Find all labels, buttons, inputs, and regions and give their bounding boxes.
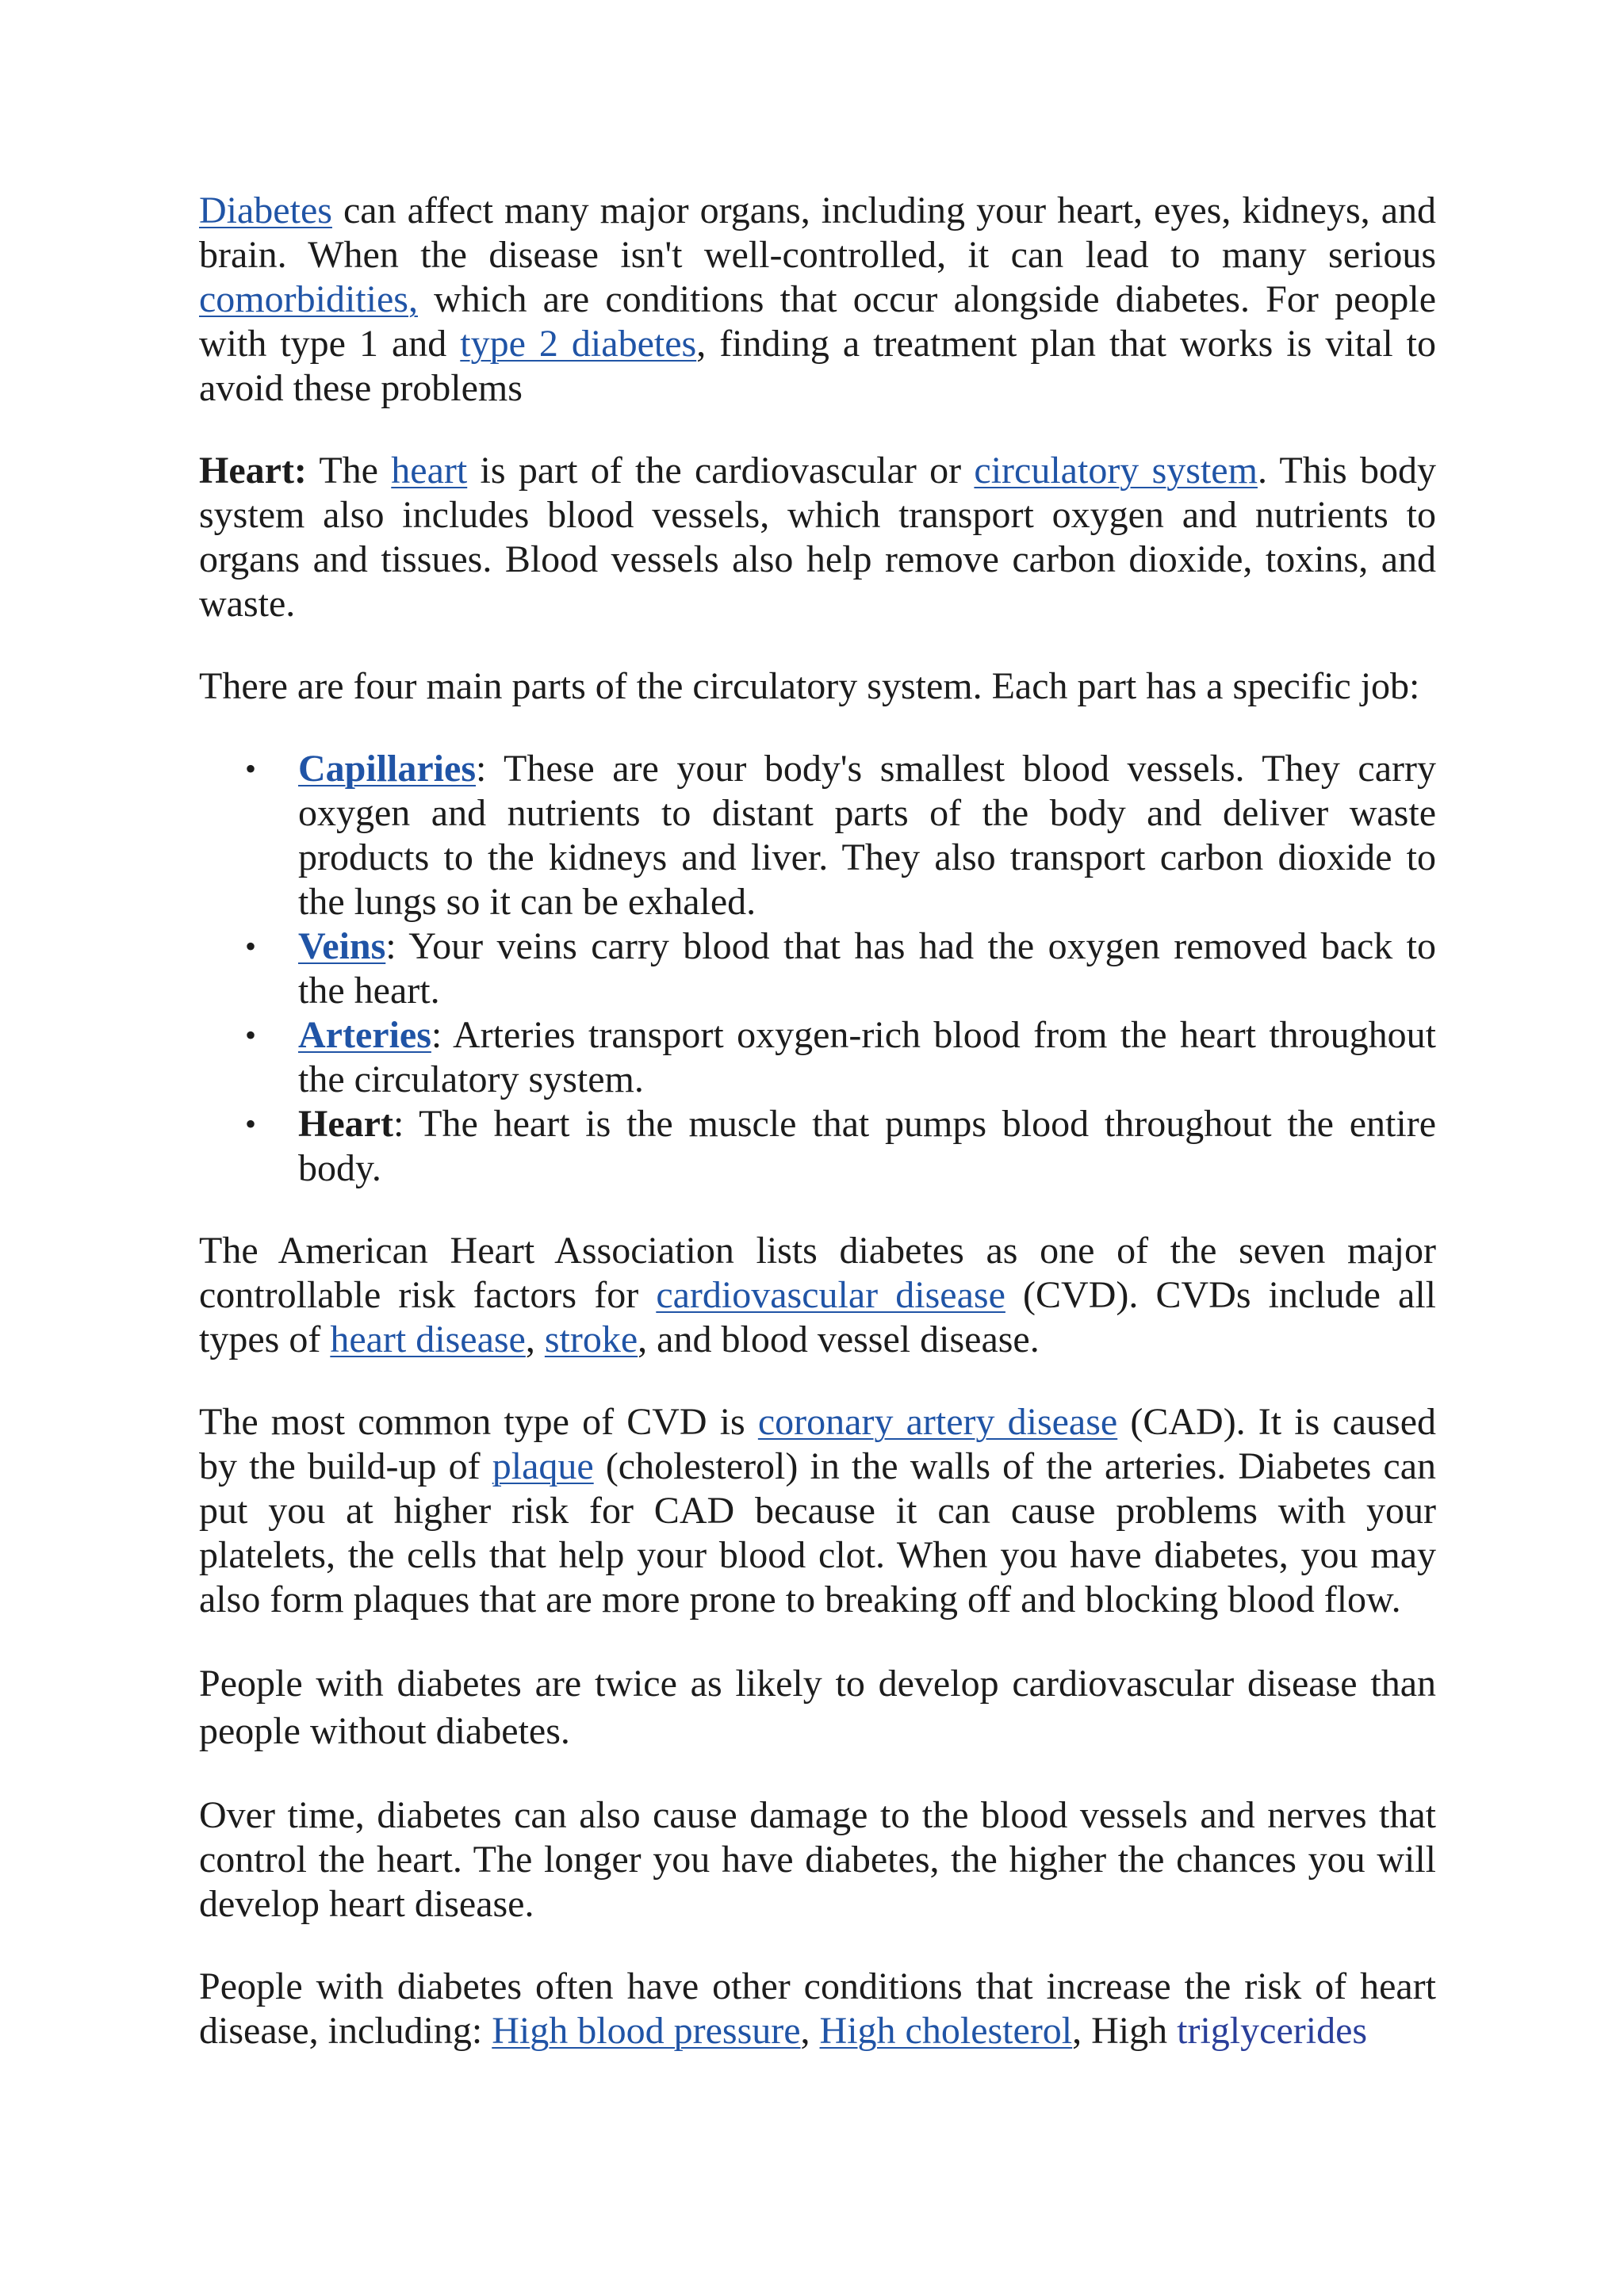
paragraph-other-conditions (199, 1965, 1436, 2053)
text: (CVD). CVDs include all types of (199, 1274, 1437, 1360)
text: People with diabetes often have other conditions that increase the risk of heart disease, including: (199, 1965, 1436, 2052)
link-heart-disease[interactable]: heart disease (330, 1318, 526, 1360)
link-arteries[interactable] (298, 1014, 431, 1056)
link-plaque[interactable]: plaque (492, 1445, 594, 1487)
list-item (199, 1102, 1436, 1191)
document-page (199, 189, 1436, 2091)
text: , (800, 2010, 820, 2052)
text: can affect many major organs, including your heart, eyes, kidneys, and brain. When the disease isn't well-controlled, it can lead to many serious (199, 189, 1436, 276)
link-coronary-artery-disease[interactable]: coronary artery disease (757, 1401, 1118, 1443)
text: , and blood vessel disease. (638, 1318, 1040, 1360)
text: : These are your body's smallest blood vessels. They carry oxygen and nutrients to distant parts of the body and deliver waste products to the kidneys and liver. They also transport carbon dioxide to the lungs so it can be exhaled. (298, 748, 1436, 923)
link-cardiovascular-disease[interactable]: cardiovascular disease (656, 1274, 1005, 1316)
text: The American Heart Association lists diabetes as one of the seven major controllable risk factors for (199, 1230, 1436, 1316)
paragraph-heart (199, 449, 1436, 626)
bullet: • (245, 1106, 257, 1142)
text: (cholesterol) in the walls of the arteries. Diabetes can put you at higher risk for CAD because it can cause problems with your platelets, the cells that help your blood clot. When you have diabetes, you may also form plaques that are more prone to breaking off and blocking blood flow. (199, 1445, 1437, 1621)
link-circulatory-system[interactable]: circulatory system (974, 450, 1258, 492)
link-type-2-diabetes[interactable]: type 2 diabetes (460, 323, 697, 365)
link-capillaries[interactable] (298, 748, 476, 790)
text: which are conditions that occur alongside diabetes. For people with type 1 and (199, 278, 1436, 365)
term: Capillaries (298, 748, 476, 790)
paragraph-cad (199, 1400, 1436, 1622)
list-item (199, 924, 1436, 1013)
paragraph-four-parts: There are four main parts of the circulatory system. Each part has a specific job: (199, 665, 1420, 707)
text: The (306, 450, 392, 492)
list-item (199, 747, 1436, 924)
paragraph-aha (199, 1229, 1436, 1362)
bullet: • (245, 1017, 257, 1053)
link-stroke[interactable]: stroke (544, 1318, 638, 1360)
bullet: • (245, 751, 257, 786)
text: : Your veins carry blood that has had the oxygen removed back to the heart. (298, 925, 1436, 1012)
text: : The heart is the muscle that pumps blood throughout the entire body. (298, 1103, 1436, 1189)
link-diabetes[interactable]: Diabetes (199, 189, 332, 232)
text: , High (1072, 2010, 1178, 2052)
text: , finding a treatment plan that works is vital to avoid these problems (199, 323, 1436, 409)
list-item (199, 1013, 1436, 1102)
link-high-cholesterol[interactable]: High cholesterol (819, 2010, 1073, 2052)
link-comorbidities[interactable]: comorbidities, (199, 278, 418, 320)
text: (CAD). It is caused by the build-up of (199, 1401, 1437, 1487)
label-heart: Heart: (199, 450, 307, 492)
paragraph-twice-likely: People with diabetes are twice as likely to develop cardiovascular disease than people without diabetes. (199, 1663, 1436, 1752)
text: The most common type of CVD is (199, 1401, 758, 1443)
term-heart: Heart (298, 1103, 393, 1145)
term: Veins (298, 925, 386, 967)
text: is part of the cardiovascular or (467, 450, 975, 492)
link-heart[interactable]: heart (391, 450, 468, 492)
link-high-blood-pressure[interactable]: High blood pressure (492, 2010, 801, 2052)
text: : Arteries transport oxygen-rich blood from the heart throughout the circulatory system. (298, 1014, 1436, 1100)
link-triglycerides[interactable]: triglycerides (1177, 2010, 1368, 2052)
link-veins[interactable] (298, 925, 385, 967)
term: Arteries (298, 1014, 431, 1056)
paragraph-over-time: Over time, diabetes can also cause damage to the blood vessels and nerves that control the heart. The longer you have diabetes, the higher the chances you will develop heart disease. (199, 1794, 1436, 1925)
text: . This body system also includes blood vessels, which transport oxygen and nutrients to organs and tissues. Blood vessels also help remove carbon dioxide, toxins, and waste. (199, 450, 1437, 625)
circulatory-parts-list (199, 747, 1436, 1191)
bullet: • (245, 928, 257, 964)
paragraph-intro (199, 189, 1436, 411)
text: , (525, 1318, 545, 1360)
